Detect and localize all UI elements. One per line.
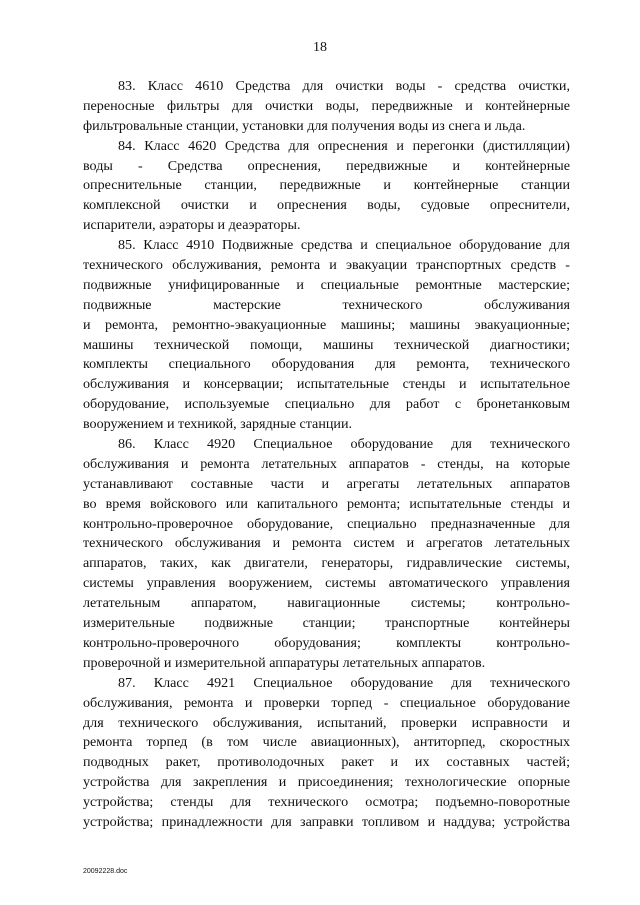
text-line: переносные фильтры для очистки воды, передвижные и контейнерные <box>83 97 570 114</box>
text-line: обслуживания и ремонта летательных аппаратов - стенды, на которые <box>83 455 570 472</box>
text-line: испарители, аэраторы и деаэраторы. <box>83 217 301 234</box>
text-line: контрольно-проверочного оборудования; комплекты контрольно- <box>83 634 570 651</box>
text-line: обслуживания и консервации; испытательные стенды и испытательное <box>83 376 570 393</box>
document-body <box>83 77 570 833</box>
text-line: во время войскового или капитального ремонта; испытательные стенды и <box>83 495 570 512</box>
text-line: комплекты специального оборудования для ремонта, технического <box>83 356 570 373</box>
text-line: 87. Класс 4921 Специальное оборудование для технического <box>118 674 570 691</box>
text-line: обслуживания, ремонта и проверки торпед - специальное оборудование <box>83 694 570 711</box>
text-line: опреснительные станции, передвижные и контейнерные станции <box>83 177 570 194</box>
document-filename: 20092228.doc <box>83 868 128 875</box>
text-line: воды - Средства опреснения, передвижные и контейнерные <box>83 157 570 174</box>
text-line: ремонта торпед (в том числе авиационных), антиторпед, скоростных <box>83 734 570 751</box>
text-line: вооружением и техникой, зарядные станции. <box>83 416 353 433</box>
text-line: оборудование, используемые специально для работ с бронетанковым <box>83 396 570 413</box>
text-line: технического обслуживания, ремонта и эвакуации транспортных средств - <box>83 257 570 274</box>
text-line: для технического обслуживания, испытаний, проверки исправности и <box>83 714 570 731</box>
text-line: 83. Класс 4610 Средства для очистки воды - средства очистки, <box>118 78 570 94</box>
text-line: устанавливают составные части и агрегаты летательных аппаратов <box>83 475 570 492</box>
text-line: измерительные подвижные станции; транспортные контейнеры <box>83 615 570 632</box>
text-line: 86. Класс 4920 Специальное оборудование для технического <box>118 436 570 453</box>
text-line: подвижные мастерские технического обслуживания <box>83 296 570 313</box>
text-line: и ремонта, ремонтно-эвакуационные машины; машины эвакуационные; <box>83 316 570 333</box>
text-line: подвижные унифицированные и специальные ремонтные мастерские; <box>83 276 570 293</box>
text-line: системы управления вооружением, системы автоматического управления <box>83 575 570 592</box>
page-number: 18 <box>313 40 327 55</box>
text-line: фильтровальные станции, установки для получения воды из снега и льда. <box>83 117 526 134</box>
text-line: аппаратов, таких, как двигатели, генераторы, гидравлические системы, <box>83 555 570 572</box>
text-line: машины технической помощи, машины технической диагностики; <box>83 336 570 353</box>
text-line: технического обслуживания и ремонта систем и агрегатов летательных <box>83 535 570 552</box>
text-line: устройства для закрепления и присоединения; технологические опорные <box>83 774 570 791</box>
text-line: проверочной и измерительной аппаратуры летательных аппаратов. <box>83 654 486 671</box>
text-line: устройства; стенды для технического осмотра; подъемно-поворотные <box>83 794 570 811</box>
text-line: комплексной очистки и опреснения воды, судовые опреснители, <box>83 197 570 214</box>
text-line: контрольно-проверочное оборудование, специально предназначенные для <box>83 515 570 532</box>
text-line: 84. Класс 4620 Средства для опреснения и перегонки (дистилляции) <box>118 137 570 154</box>
text-line: подводных ракет, противолодочных ракет и их составных частей; <box>83 754 570 771</box>
text-line: устройства; принадлежности для заправки топливом и наддува; устройства <box>83 813 570 830</box>
text-line: летательным аппаратом, навигационные системы; контрольно- <box>83 595 570 612</box>
text-line: 85. Класс 4910 Подвижные средства и специальное оборудование для <box>118 237 570 254</box>
